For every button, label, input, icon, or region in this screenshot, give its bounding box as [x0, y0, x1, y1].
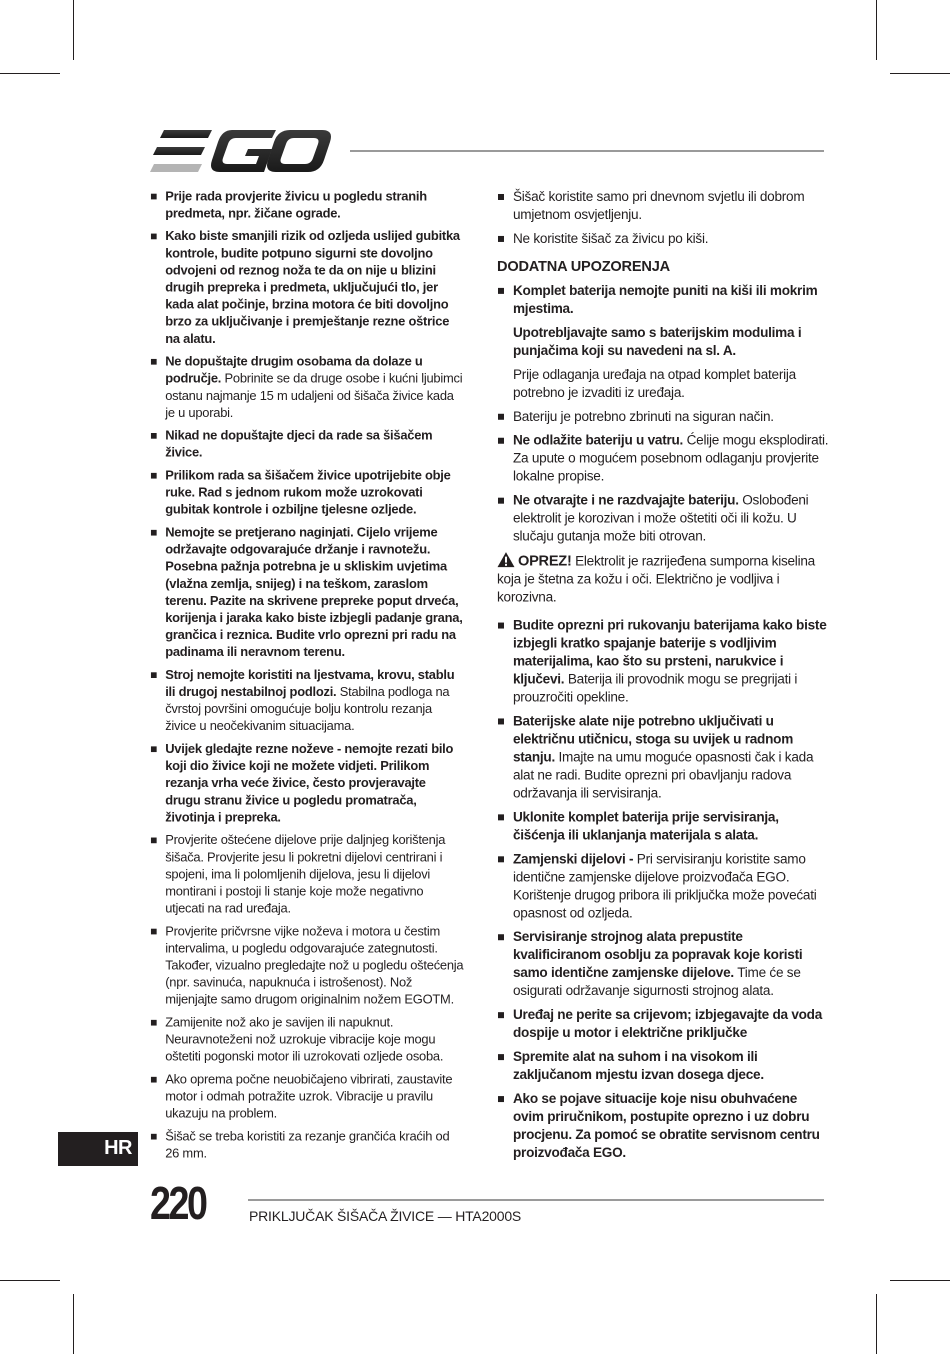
list-item-bold: Uklonite komplet baterija prije servisiranja, čišćenja ili uklanjanja materijala s alata.: [512, 809, 779, 843]
list-item-bold: Prilikom rada sa šišačem živice upotrijebite obje ruke. Rad s jednom rukom može uzrokovati gubitak kontrole i ozbiljne tjelesne ozljede.: [165, 468, 451, 517]
crop-mark: [876, 1294, 877, 1354]
list-item-bold: Budite oprezni pri rukovanju baterijama kako biste izbjegli kratko spajanje baterije s vodljivim materijalima, kao što su prsteni, narukvice i ključevi.: [512, 617, 827, 687]
list-item: [497, 1048, 829, 1084]
list-item: [497, 408, 829, 426]
crop-mark: [0, 73, 60, 74]
list-item: [150, 353, 463, 421]
caution-note: [497, 552, 829, 607]
right-middle-bullet-list: [497, 408, 829, 546]
list-item: [150, 741, 463, 826]
list-item: [150, 832, 463, 917]
list-item: [497, 712, 829, 802]
list-item-text: Stabilna podloga na čvrstoj površini omogućuje bolju kontrolu rezanja živice u neočekivanim situacijama.: [165, 684, 450, 734]
language-tab: [58, 1132, 138, 1166]
list-item-bold: Baterijske alate nije potrebno uključivati u električnu utičnicu, stoga su uvijek u radnom stanju.: [512, 713, 794, 765]
caution-label: OPREZ!: [517, 553, 572, 570]
left-column: [150, 188, 463, 1168]
crop-mark: [876, 0, 877, 60]
list-item: [497, 432, 829, 486]
list-item: [150, 427, 463, 461]
list-item-bold: Ne odlažite bateriju u vatru.: [512, 432, 684, 448]
list-item-bold: Stroj nemojte koristiti na ljestvama, krovu, stablu ili drugoj nestabilnoj podlozi.: [165, 667, 455, 699]
crop-mark: [890, 1280, 950, 1281]
language-tab-label: HR: [104, 1137, 132, 1159]
list-item: [150, 188, 463, 222]
battery-sub-bold: [497, 324, 829, 360]
section-title: DODATNA UPOZORENJA: [497, 258, 670, 275]
list-item: [497, 282, 829, 318]
list-item-text: Pobrinite se da druge osobe i kućni ljubimci ostanu najmanje 15 m udaljeni od šišača živice kada je u uporabi.: [165, 371, 463, 420]
header-rule: [350, 150, 824, 152]
footer-title: PRIKLJUČAK ŠIŠAČA ŽIVICE — HTA2000S: [249, 1208, 522, 1224]
list-item: [150, 467, 463, 518]
list-item-bold: Komplet baterija nemojte puniti na kiši ili mokrim mjestima.: [512, 282, 818, 316]
list-item-bold: Spremite alat na suhom i na visokom ili zaključanom mjestu izvan dosega djece.: [512, 1049, 764, 1083]
list-item-text: Baterija ili provodnik mogu se pregrijati i prouzročiti opekline.: [512, 671, 798, 705]
list-item-text: Šišač se treba koristiti za rezanje grančića kraćih od 26 mm.: [165, 1129, 450, 1161]
list-item-text: Ne koristite šišač za živicu po kiši.: [512, 230, 709, 246]
list-item: [497, 1006, 829, 1042]
list-item-bold: Uvijek gledajte rezne noževe - nemojte rezati bilo koji dio živice koji ne možete vidjeti. Prilikom rezanja vrha veće živice, često provjeravajte drugu stranu živice u pogledu promatrača, životinja i prepreka.: [165, 741, 454, 825]
list-item-text: Bateriju je potrebno zbrinuti na siguran način.: [512, 408, 774, 424]
crop-mark: [73, 0, 74, 60]
list-item-text: Ako oprema počne neuobičajeno vibrirati, zaustavite motor i odmah potražite uzrok. Vibracije u pravilu ukazuju na problem.: [165, 1072, 453, 1121]
list-item-text: Pri servisiranju koristite samo identične zamjenske dijelove proizvođača EGO. Korištenje drugog pribora ili priključka može povećati opasnost od ozljeda.: [512, 851, 817, 921]
list-item: [497, 492, 829, 546]
list-item-bold: Ne otvarajte i ne razdvajajte bateriju.: [512, 492, 739, 508]
crop-mark: [890, 73, 950, 74]
right-bottom-bullet-list: [497, 617, 829, 1162]
list-item: [497, 808, 829, 844]
right-column: [497, 188, 829, 1168]
crop-mark: [0, 1280, 60, 1281]
battery-list: [497, 282, 829, 318]
list-item-text: Zamijenite nož ako je savijen ili napuknut. Neuravnoteženi nož uzrokuje vibracije koje mogu oštetiti pogonski motor ili uzrokovati ozljede osoba.: [165, 1015, 444, 1064]
list-item: [150, 228, 463, 348]
list-item: [150, 1014, 463, 1065]
list-item-text: Šišač koristite samo pri dnevnom svjetlu ili dobrom umjetnom osvjetljenju.: [512, 188, 805, 222]
list-item-bold: Ne dopuštajte drugim osobama da dolaze u područje.: [165, 354, 423, 386]
list-item-text: Imajte na umu moguće opasnosti čak i kada alat ne radi. Budite oprezni pri obavljanju radova održavanja ili servisiranja.: [512, 749, 814, 801]
list-item: [150, 524, 463, 661]
list-item: [150, 1128, 463, 1162]
list-item-text: Oslobođeni elektrolit je korozivan i može oštetiti oči ili kožu. U slučaju gutanja može biti otrovan.: [512, 492, 809, 544]
list-item-bold: Prije rada provjerite živicu u pogledu stranih predmeta, npr. žičane ograde.: [165, 188, 427, 221]
list-item: [497, 617, 829, 707]
list-item-text: Provjerite pričvrsne vijke noževa i motora u čestim intervalima, u pogledu odgovarajuće zategnutosti. Također, vizualno pregledajte nož u pogledu oštećenja (npr. savinuća, napuknuća i istrošenost). Nož mijenjajte samo drugom originalnim nožem EGOTM.: [165, 923, 464, 1007]
list-item: [150, 1071, 463, 1122]
list-item-bold: Ako se pojave situacije koje nisu obuhvaćene ovim priručnikom, postupite oprezno i uz dobru procjenu. Za pomoć se obratite servisnom centru proizvođača EGO.: [512, 1091, 820, 1161]
right-top-bullet-list: [497, 188, 829, 248]
list-item-bold: Nikad ne dopuštajte djeci da rade sa šišačem živice.: [165, 428, 433, 460]
list-item-bold: Servisiranje strojnog alata prepustite kvalificiranom osoblju za popravak koje koristi samo identične zamjenske dijelove.: [512, 929, 803, 981]
list-item-bold: Uređaj ne perite sa crijevom; izbjegavajte da voda dospije u motor i električne priključke: [512, 1007, 823, 1041]
list-item-bold: Kako biste smanjili rizik od ozljeda uslijed gubitka kontrole, budite potpuno sigurni ste dovoljno odvojeni od reznog noža te da on nije u blizini drugih prepreka i predmeta, uključujući tlo, jer kada alat počinje, brzina motora će biti dovoljno brzo za uključivanje i premještanje rezne oštrice na alatu.: [165, 228, 460, 346]
left-bullet-list: [150, 188, 463, 1162]
list-item: [497, 230, 829, 248]
caution-text: Elektrolit je razrijeđena sumporna kiselina koja je štetna za kožu i oči. Električno je vodljiva i korozivna.: [497, 553, 815, 605]
list-item-text: Provjerite oštećene dijelove prije daljnjeg korištenja šišača. Provjerite jesu li pokretni dijelovi centrirani i spojeni, ima li polomljenih dijelova, jesu li dijelovi montirani i postoji li stanje koje može negativno utjecati na rad uređaja.: [165, 832, 446, 916]
list-item-bold: Nemojte se pretjerano naginjati. Cijelo vrijeme održavajte odgovarajuće držanje i ravnotežu. Posebna pažnja potrebna je u skliskim uvjetima (vlažna zemlja, snijeg) i na teškom, zaraslom terenu. Pazite na skrivene prepreke poput drveća, korijenja i jaraka kako biste izbjegli padanje grana, grančica i reznica. Budite vrlo oprezni pri radu na padinama ili neravnom terenu.: [165, 525, 463, 660]
list-item-text: Time će se osigurati održavanje sigurnosti strojnog alata.: [512, 965, 801, 999]
list-item: [497, 850, 829, 922]
crop-mark: [73, 1294, 74, 1354]
list-item-text: Ćelije mogu eksplodirati. Za upute o mogućem posebnom odlaganju provjerite lokalne propise.: [512, 432, 829, 484]
battery-sub-bold-text: Upotrebljavajte samo s baterijskim modulima i punjačima koji su navedeni na sl. A.: [512, 324, 802, 358]
warning-icon: [497, 552, 515, 568]
list-item: [150, 923, 463, 1008]
ego-logo: [150, 128, 332, 174]
list-item: [497, 1090, 829, 1162]
page-number: 220: [150, 1177, 206, 1229]
footer-rule: [248, 1199, 824, 1201]
list-item: [497, 188, 829, 224]
list-item: [150, 667, 463, 735]
list-item: [497, 928, 829, 1000]
battery-sub-text: Prije odlaganja uređaja na otpad komplet baterija potrebno je izvaditi iz uređaja.: [512, 366, 796, 400]
list-item-bold: Zamjenski dijelovi -: [512, 851, 634, 867]
